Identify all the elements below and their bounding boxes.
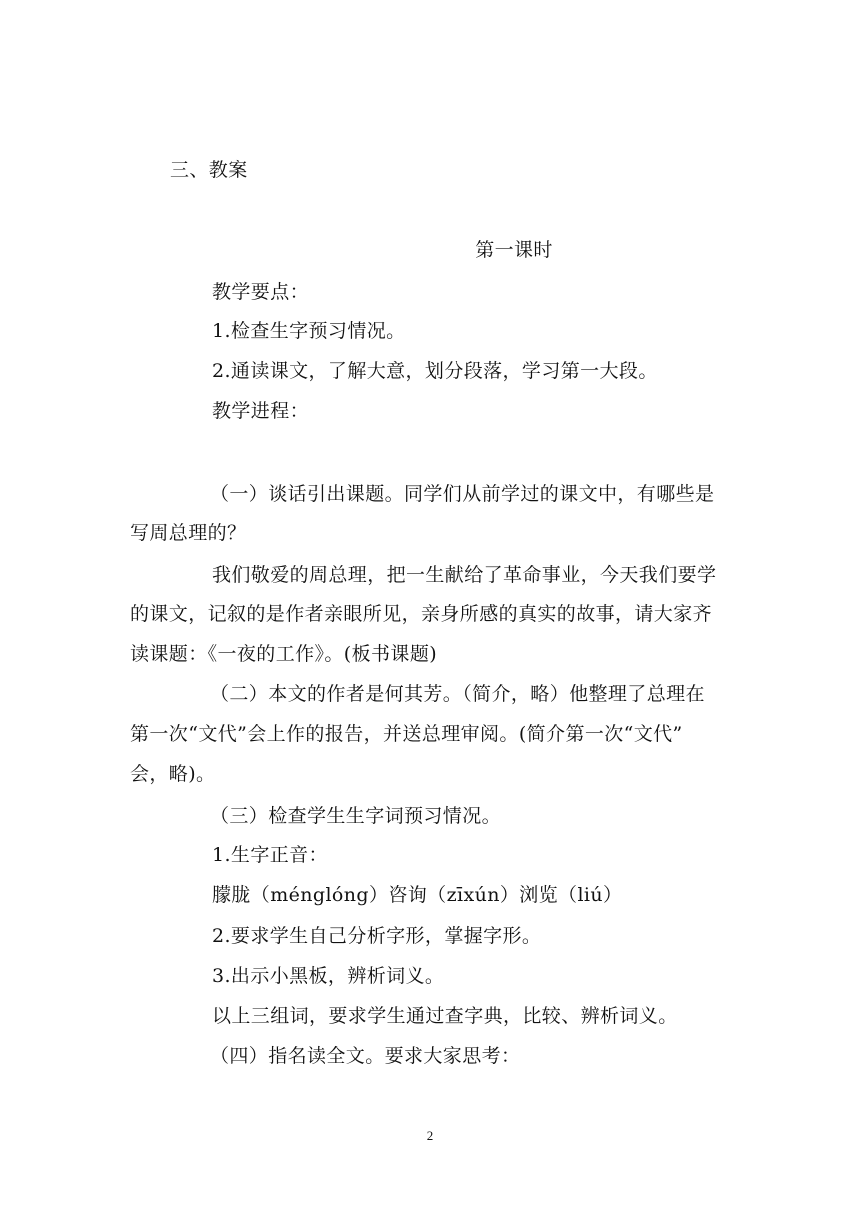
teaching-point-1: 1.检查生字预习情况。 bbox=[212, 320, 406, 342]
lesson-title: 第一课时 bbox=[475, 239, 553, 261]
paragraph-line: 读课题：《一夜的工作》。(板书课题) bbox=[130, 643, 438, 665]
paragraph-line: 会，略)。 bbox=[130, 763, 216, 785]
paragraph-line: 3.出示小黑板，辨析词义。 bbox=[212, 965, 445, 987]
paragraph-line: 写周总理的？ bbox=[130, 522, 247, 544]
paragraph-line: （三）检查学生生字词预习情况。 bbox=[210, 805, 502, 827]
page-number: 2 bbox=[426, 1128, 434, 1143]
paragraph-line: （四）指名读全文。要求大家思考： bbox=[210, 1045, 521, 1067]
paragraph-line: （二）本文的作者是何其芳。（简介，略）他整理了总理在 bbox=[210, 683, 705, 705]
paragraph-line: 2.要求学生自己分析字形，掌握字形。 bbox=[212, 925, 542, 947]
paragraph-line: 的课文，记叙的是作者亲眼所见，亲身所感的真实的故事，请大家齐 bbox=[130, 603, 713, 625]
paragraph-line: （一）谈话引出课题。同学们从前学过的课文中，有哪些是 bbox=[210, 483, 715, 505]
teaching-point-2: 2.通读课文，了解大意，划分段落，学习第一大段。 bbox=[212, 360, 658, 382]
teaching-process-heading: 教学进程： bbox=[212, 400, 310, 422]
paragraph-line: 第一次“文代”会上作的报告，并送总理审阅。(简介第一次“文代” bbox=[130, 723, 683, 745]
paragraph-line: 1.生字正音： bbox=[212, 844, 328, 866]
pinyin-line: 朦胧（ménglóng）咨询（zīxún）浏览（liú） bbox=[212, 884, 623, 906]
teaching-points-heading: 教学要点： bbox=[212, 281, 310, 303]
paragraph-line: 我们敬爱的周总理，把一生献给了革命事业，今天我们要学 bbox=[212, 564, 717, 586]
paragraph-line: 以上三组词，要求学生通过查字典，比较、辨析词义。 bbox=[212, 1005, 678, 1027]
section-title: 三、教案 bbox=[170, 159, 248, 181]
